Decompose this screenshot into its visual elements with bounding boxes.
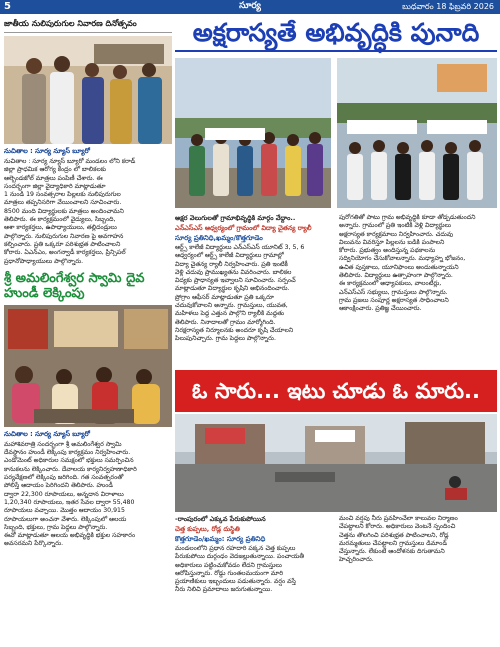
street-story-col-a xyxy=(175,515,333,595)
text-line: పర్యవేక్షణలో లెక్కింపు జరిగింది. గత సంవత్సరంతో xyxy=(4,474,124,482)
left-section-title: జాతీయ నులిపురుగుల నివారణ దినోత్సవం xyxy=(4,16,172,33)
left-story2-byline: నుచితాల : సూర్య న్యూస్ బ్యూరో xyxy=(4,429,90,438)
red-banner-headline: ఓ సారు... ఇటు చూడు ఓ మారు.. xyxy=(175,370,497,412)
text-line: 8500 మంది విద్యార్థులకు మాత్రలు అందించామని xyxy=(4,207,124,215)
text-line: ఆల్బెండజోల్ మాత్రలు పంపిణీ చేశారు. ఈ xyxy=(4,174,103,182)
text-line: తెలిపారు. నినాదాలతో గ్రామం మార్మోగింది. xyxy=(175,318,276,326)
text-line: 1 నుండి 19 సంవత్సరాల పిల్లలకు నులిపురుగుల xyxy=(4,191,121,199)
rally-body-a xyxy=(175,244,333,344)
text-line: అన్నారు. గ్రామంలో ప్రతి ఇంటికి వెళ్లి విద్యార్థులు xyxy=(339,222,452,230)
left-story2-body xyxy=(4,441,172,549)
text-line: పాల్గొన్నారు. నులిపురుగుల నివారణ పై అవగాహన xyxy=(4,232,124,240)
text-line: ఆధ్వర్యంలో ఆర్ట్స్ కాలేజీ విద్యార్థులు గ్రామాల్లో xyxy=(175,252,284,260)
text-line: గ్రామ ప్రజలు సంపూర్ణ అక్షరాస్యత సాధించాలని xyxy=(339,296,449,304)
text-line: చేస్తున్నారు. లేకుంటే ఆందోళనకు దిగుతామని xyxy=(339,548,445,556)
text-line: చేపట్టాలని కోరారు. అధికారులు వెంటనే స్పందించి xyxy=(339,523,456,531)
text-line: ఎండోమెంట్ అధికారుల సమక్షంలో భక్తులు సమర్పించిన xyxy=(4,457,134,465)
main-headline: అక్షరాస్యతే అభివృద్ధికి పునాది xyxy=(175,16,497,52)
text-line: ఈవో మాట్లాడుతూ ఆలయ అభివృద్ధికి భక్తుల సహకారం xyxy=(4,532,136,540)
text-line: విద్యకు ప్రాధాన్యత ఇవ్వాలని సూచించారు. సర్పంచ్ xyxy=(175,277,296,285)
text-line: హెచ్చరించారు. xyxy=(339,556,374,564)
rally-caption: అక్షర వెలుగులతో గ్రామాభివృద్ధికి మార్గం వేద్దాం.. xyxy=(175,214,296,222)
text-line: కోరారు. ఏఎన్ఎం, అంగన్వాడీ కార్యకర్తలు, ప్రిన్సిపల్ xyxy=(4,249,126,257)
rally-byline: సూర్య ప్రతినిధి,ఖమ్మం/కొత్తగూడెం xyxy=(175,234,263,242)
text-line: ప్రధానోపాధ్యాయులు పాల్గొన్నారు. xyxy=(4,257,84,265)
rally-story xyxy=(175,214,497,364)
text-line: ద్వారా 22,300 రూపాయలు, అన్నదాన విరాళాలు xyxy=(4,490,124,498)
left-column xyxy=(4,16,172,549)
text-line: మాట్లాడుతూ విద్యార్థుల కృషిని అభినందించారు. xyxy=(175,285,290,293)
left-story1-byline: నుచితాల : సూర్య న్యూస్ బ్యూరో xyxy=(4,147,90,155)
left-photo-2 xyxy=(4,305,172,427)
rally-story-col-a xyxy=(175,214,333,344)
masthead: సూర్య xyxy=(239,1,261,11)
text-line: చదువుకోవాలని అన్నారు. గ్రామస్తులు, యువత, xyxy=(175,302,288,310)
health-event-photo xyxy=(4,36,172,144)
right-column xyxy=(175,16,497,208)
rally-body-b xyxy=(339,214,497,314)
text-line: పిలుపునిచ్చారు. గ్రామ పెద్దలు పాల్గొన్నారు. xyxy=(175,335,276,343)
text-line: దేవస్థానం హుండీ లెక్కింపు కార్యక్రమం నిర్వహించారు. xyxy=(4,449,131,457)
left-photo-1 xyxy=(4,36,172,144)
text-line: ఈ కార్యక్రమంలో అధ్యాపకులు, వాలంటీర్లు, xyxy=(339,280,442,288)
text-line: మహాశివరాత్రి సందర్భంగా శ్రీ అమలింగేశ్వర స్వామి xyxy=(4,440,122,448)
street-story xyxy=(175,515,497,645)
text-line: సిబ్బంది, భక్తులు, గ్రామ పెద్దలు పాల్గొన్నారు. xyxy=(4,523,108,531)
page-number: 5 xyxy=(4,1,11,12)
rally-photos xyxy=(175,58,497,208)
text-line: అధికారులు పట్టించుకోవడం లేదని గ్రామస్తులు xyxy=(175,561,282,569)
text-line: తెలిపారు. ఈ కార్యక్రమంలో వైద్యులు, సిబ్బంది, xyxy=(4,216,116,224)
text-line: ఆర్ట్స్ కాలేజీ విద్యార్థులు ఎన్ఎస్ఎస్ యూనిట్ 3, 5, 6 xyxy=(175,244,305,251)
text-line: నుచితాల : సూర్య న్యూస్ బ్యూరో మండలం లోని కరాడ్ xyxy=(4,158,136,165)
text-line: పేరుకుపోయి దుర్గంధం వెదజల్లుతున్నాయి. పంచాయతీ xyxy=(175,553,305,561)
street-byline: కొత్తగూడెం/ఖమ్మం: సూర్య ప్రతినిధి xyxy=(175,535,266,543)
rally-photo-left xyxy=(175,58,331,208)
text-line: కల్పించారు. ప్రతి ఒక్కరూ పరిశుభ్రత పాటించాలని xyxy=(4,240,121,248)
street-photo xyxy=(175,414,497,512)
street-caption: -రాంపురంలో ఎక్కువ పేరుకుపోయిన xyxy=(175,515,266,523)
text-line: పోలిస్తే ఆదాయం పెరిగిందని తెలిపారు. హుండీ xyxy=(4,482,113,490)
page-header xyxy=(0,0,500,14)
text-line: జిల్లా ప్రాధమిక ఆరోగ్య కేంద్రం లో బాలికలకు xyxy=(4,166,107,174)
text-line: ఆరోపిస్తున్నారు. రోడ్డు గుంతలమయంగా మారి xyxy=(175,569,284,577)
text-line: విలువను వివరిస్తూ పిల్లలను బడికి పంపాలని xyxy=(339,238,445,246)
text-line: కానుకలను లెక్కించారు. దేవాలయ కార్యనిర్వహణాధికారి xyxy=(4,465,137,473)
text-line: మాత్రలు తప్పనిసరిగా వేయించాలని సూచించారు. xyxy=(4,199,122,207)
text-line: 1,20,340 రూపాయలు, ఇతర సేవల ద్వారా 55,480 xyxy=(4,498,135,506)
text-line: ఆకాంక్షించారు. ప్రతిజ్ఞ చేయించారు. xyxy=(339,305,422,313)
left-story1-body xyxy=(4,158,172,266)
rally-subcaption: ఎన్ఎస్ఎస్ ఆధ్వర్యంలో గ్రామంలో విద్యా చైతన్య ర్యాలీ xyxy=(175,224,312,232)
text-line: ప్రోగ్రాం ఆఫీసర్ మాట్లాడుతూ ప్రతి ఒక్కరూ xyxy=(175,293,274,301)
text-line: మంచి వర్షపు నీరు ప్రవహించేలా కాలువల నిర్మాణం xyxy=(339,515,458,522)
text-line: తెలిపారు. విద్యార్థులు ఉత్సాహంగా పాల్గొన్నారు. xyxy=(339,272,453,280)
rally-story-col-b xyxy=(339,214,497,314)
hundi-count-photo xyxy=(4,305,172,427)
street-subcaption: చెత్త కుప్పలు, రోడ్ల దుస్థితి xyxy=(175,525,240,533)
text-line: అక్షరాస్యత కార్యక్రమాలు నిర్వహించారు. చదువు xyxy=(339,230,454,238)
text-line: ప్రయాణికులు ఇబ్బందులు పడుతున్నారు. వర్షం వస్తే xyxy=(175,578,296,586)
street-body-a xyxy=(175,545,333,595)
text-line: ఉచిత పుస్తకాలు, యూనిఫాంలు అందుతున్నాయని xyxy=(339,263,459,271)
text-line: నిరక్షరాస్యత నిర్మూలనకు అందరూ కృషి చేయాలని xyxy=(175,326,294,334)
street-body-b xyxy=(339,515,497,565)
text-line: వెళ్లి చదువు ప్రాముఖ్యతను వివరించారు. బాలికల xyxy=(175,268,292,276)
rally-photo-right xyxy=(337,58,497,208)
issue-date: బుధవారం 18 ఫిబ్రవరి 2026 xyxy=(402,2,494,11)
street-story-col-b xyxy=(339,515,497,565)
text-line: మరమ్మతులు చేపట్టాలని గ్రామస్తులు డిమాండ్ xyxy=(339,539,448,547)
text-line: సందర్భంగా జిల్లా వైద్యాధికారి మాట్లాడుతూ xyxy=(4,182,106,190)
left-story2-title: శ్రీ అమలింగేశ్వర స్వామి దైవ హుండీ లెక్కింపు xyxy=(4,270,145,301)
text-line: నీరు నిలిచి ప్రమాదాలు జరుగుతున్నాయి. xyxy=(175,586,273,594)
text-line: రూపాయలు వచ్చాయి. మొత్తం ఆదాయం 30,915 xyxy=(4,507,125,515)
text-line: కోరారు. ప్రభుత్వం అందిస్తున్న పథకాలను xyxy=(339,247,436,255)
text-line: ఎన్ఎస్ఎస్ సభ్యులు, గ్రామస్తులు పాల్గొన్నారు. xyxy=(339,288,448,296)
text-line: రూపాయలుగా అంచనా వేశారు. లెక్కింపులో ఆలయ xyxy=(4,515,127,523)
text-line: సద్వినియోగం చేసుకోవాలన్నారు. మధ్యాహ్న భోజనం, xyxy=(339,255,466,263)
text-line: ఆశా కార్యకర్తలు, ఉపాధ్యాయులు, తల్లిదండ్రులు xyxy=(4,224,117,232)
text-line: మండలంలోని ప్రధాన రహదారి పక్కన చెత్త కుప్పలు xyxy=(175,545,296,552)
text-line: చెత్తను తొలగించి పరిశుభ్రత పాటించాలని, రోడ్ల xyxy=(339,531,449,539)
text-line: అవసరమని పేర్కొన్నారు. xyxy=(4,540,64,548)
text-line: మహిళలు పెద్ద ఎత్తున పాల్గొని ర్యాలీకి మద్దతు xyxy=(175,310,285,318)
text-line: పురోగతితో పాటు గ్రామ అభివృద్ధికి కూడా తోడ్పడుతుందని xyxy=(339,214,476,221)
text-line: విద్యా చైతన్య ర్యాలీ నిర్వహించారు. ప్రతి ఇంటికీ xyxy=(175,260,288,268)
